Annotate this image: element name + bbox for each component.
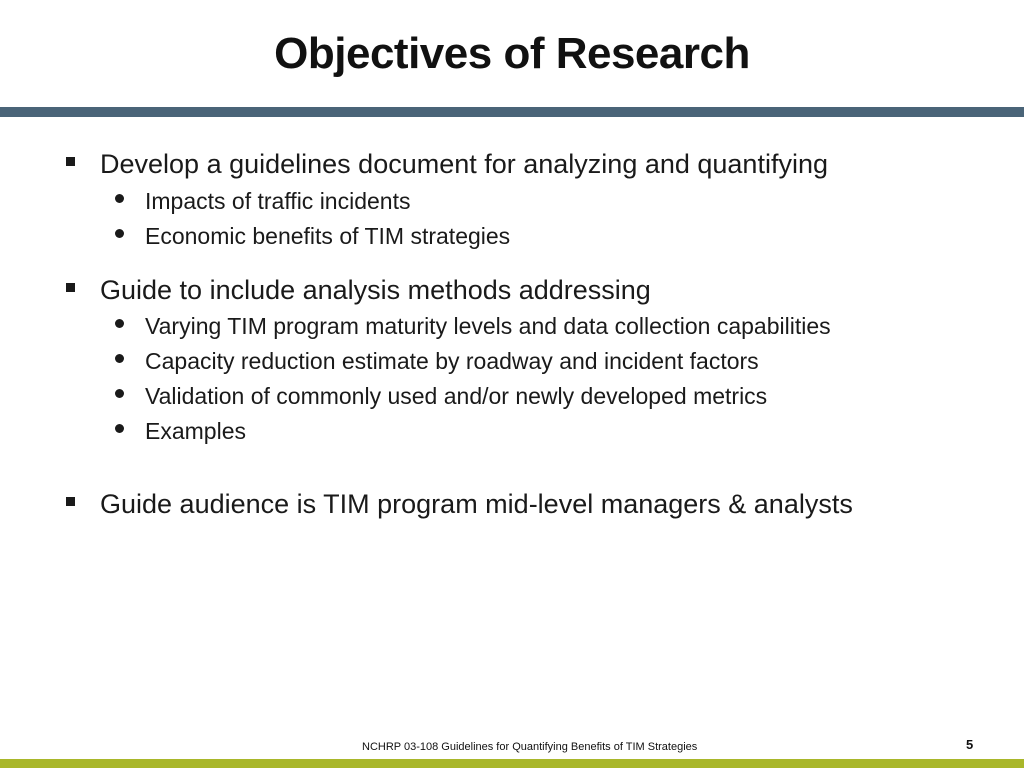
- page-number: 5: [966, 737, 974, 752]
- bottom-accent-bar: [0, 759, 1024, 768]
- square-bullet-icon: [66, 157, 75, 166]
- title-divider-bar: [0, 107, 1024, 117]
- bullet-level2-text: Economic benefits of TIM strategies: [145, 223, 511, 249]
- round-bullet-icon: [115, 389, 124, 398]
- round-bullet-icon: [115, 424, 124, 433]
- square-bullet-icon: [66, 283, 75, 292]
- bullet-level2-text: Validation of commonly used and/or newly developed metrics: [145, 383, 768, 409]
- slide-title: Objectives of Research: [274, 29, 750, 78]
- bullet-level1-text: Guide audience is TIM program mid-level managers & analysts: [100, 489, 853, 519]
- round-bullet-icon: [115, 319, 124, 328]
- bullet-level2-text: Impacts of traffic incidents: [145, 188, 411, 214]
- bullet-level2-text: Varying TIM program maturity levels and data collection capabilities: [145, 313, 831, 339]
- round-bullet-icon: [115, 354, 124, 363]
- bullet-level2-text: Capacity reduction estimate by roadway and incident factors: [145, 348, 759, 374]
- footer-text: NCHRP 03-108 Guidelines for Quantifying Benefits of TIM Strategies: [362, 741, 698, 753]
- bullet-level1-text: Guide to include analysis methods addressing: [100, 275, 651, 305]
- round-bullet-icon: [115, 229, 124, 238]
- bullet-level2-text: Examples: [145, 418, 246, 444]
- square-bullet-icon: [66, 497, 75, 506]
- round-bullet-icon: [115, 194, 124, 203]
- bullet-level1-text: Develop a guidelines document for analyzing and quantifying: [100, 149, 828, 179]
